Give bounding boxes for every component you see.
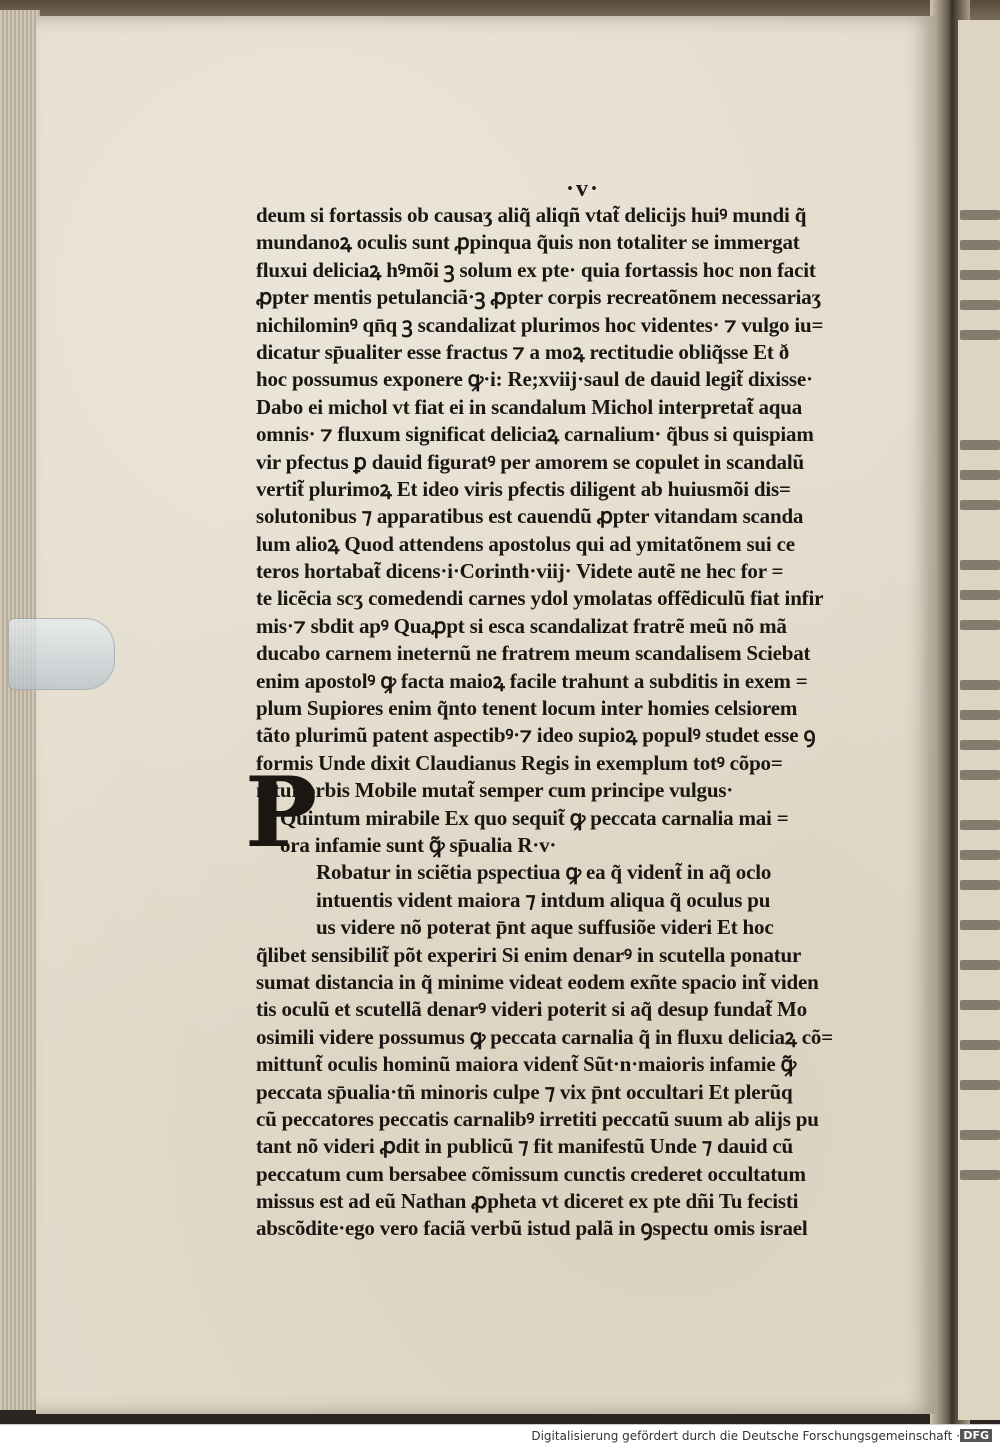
text-line: enim apostolꝰ ꝙ facta maioꝝ facile trahunt a subditis in exem = xyxy=(256,668,808,693)
text-line: te licẽcia scʒ comedendi carnes ydol ymolatas offẽdiculũ fiat infir xyxy=(256,586,824,611)
text-line: Robatur in sciẽtia pspectiua ꝙ ea q̃ vident̃ in aq̃ oclo xyxy=(316,860,772,885)
text-line: ducabo carnem ineternũ ne fratrem meum scandalisem Sciebat xyxy=(256,641,811,666)
folio-number: ·v· xyxy=(566,176,601,202)
text-line: nitur orbis Mobile mutat̃ semper cum principe vulgus· xyxy=(256,778,734,803)
text-line: ꝓpter mentis petulanciã·ꝫ ꝓpter corpis recreatõnem necessariaʒ xyxy=(256,285,821,310)
text-line: mundanoꝝ oculis sunt ꝓpinqua q̃uis non totaliter se immergat xyxy=(256,230,800,255)
page-stack-edge xyxy=(0,10,40,1410)
text-line: q̃libet sensibilit̃ põt experiri Si enim denarꝰ in scutella ponatur xyxy=(256,942,802,967)
text-line: tis oculũ et scutellã denarꝰ videri poterit si aq̃ desup fundat̃ Mo xyxy=(256,997,807,1022)
text-line: us videre nõ poterat p̄nt aque suffusiõe videri Et hoc xyxy=(316,915,774,940)
text-line: peccatum cum bersabee cõmissum cunctis crederet occultatum xyxy=(256,1161,806,1186)
text-line: cũ peccatores peccatis carnalibꝰ irretiti peccatũ suum ab alijs pu xyxy=(256,1106,819,1131)
text-line: missus est ad eũ Nathan ꝓpheta vt diceret ex pte dñi Tu fecisti xyxy=(256,1189,799,1214)
funding-credit: Digitalisierung gefördert durch die Deutsche Forschungsgemeinschaft · xyxy=(531,1429,960,1443)
text-line: Dabo ei michol vt fiat ei in scandalum Michol interpretat̃ aqua xyxy=(256,394,803,419)
text-line: tant nõ videri ꝓdit in publicũ ⁊ fit manifestũ Unde ⁊ dauid cũ xyxy=(256,1134,794,1159)
text-line: sumat distancia in q̃ minime videat eodem exñte spacio int̃ viden xyxy=(256,969,819,994)
text-line: lum alioꝝ Quod attendens apostolus qui ad ymitatõnem sui ce xyxy=(256,531,795,556)
text-line: intuentis vident maiora ⁊ intdum aliqua q̃ oculus pu xyxy=(316,887,771,912)
text-line: mis·⁊ sbdit apꝰ Quaꝓpt si esca scandalizat fratrẽ meũ nõ mã xyxy=(256,613,787,638)
text-line: vir pfectus ꝑ dauid figuratꝰ per amorem se copulet in scandalũ xyxy=(256,449,804,474)
text-line: deum si fortassis ob causaʒ aliq̃ aliqñ vtat̃ delicijs huiꝰ mundi q̃ xyxy=(256,203,807,227)
text-line: dicatur sp̄ualiter esse fractus ⁊ a moꝝ rectitudie obliq̃sse Et ð xyxy=(256,339,790,364)
text-line: nichilominꝰ qn̄q ꝫ scandalizat plurimos hoc videntes· ⁊ vulgo iu= xyxy=(256,312,824,337)
text-block xyxy=(256,202,896,1243)
text-line: osimili videre possumus ꝙ peccata carnalia q̃ in fluxu deliciaꝝ cõ= xyxy=(256,1024,833,1049)
text-line: omnis· ⁊ fluxum significat deliciaꝝ carnalium· q̃bus si quispiam xyxy=(256,422,814,447)
text-line: mittunt̃ oculis hominũ maiora vident̃ Sũt·n·maioris infamie ꝙ̃ xyxy=(256,1052,797,1077)
page-clip xyxy=(8,618,115,690)
text-line: ora infamie sunt ꝙ̃ sp̄ualia R·v· xyxy=(280,832,557,857)
text-line: Quintum mirabile Ex quo sequit̃ ꝙ peccata carnalia mai = xyxy=(280,805,789,830)
text-line: abscõdite·ego vero faciã verbũ istud palã in ꝯspectu omis israel xyxy=(256,1216,808,1241)
footer-bar xyxy=(0,1424,1000,1449)
drop-initial: P xyxy=(245,756,318,869)
text-line: fluxui deliciaꝝ hꝰmõi ꝫ solum ex pte· quia fortassis hoc non facit xyxy=(256,257,816,282)
text-line: tãto plurimũ patent aspectibꝰ·⁊ ideo supioꝝ populꝰ studet esse ꝯ xyxy=(256,723,816,748)
text-line: vertit̃ plurimoꝝ Et ideo viris pfectis diligent ab huiusmõi dis= xyxy=(256,476,791,501)
text-line: peccata sp̄ualia·tñ minoris culpe ⁊ vix p̄nt occultari Et plerũq xyxy=(256,1079,793,1104)
printed-page xyxy=(36,16,936,1414)
dfg-logo: DFG xyxy=(960,1429,992,1442)
text-line: hoc possumus exponere ꝙ·i: Re;xviij·saul de dauid legit̃ dixisse· xyxy=(256,367,813,392)
text-line: teros hortabat̃ dicens·i·Corinth·viij· Videte autẽ ne hec for = xyxy=(256,559,784,584)
text-line: formis Unde dixit Claudianus Regis in exemplum totꝰ cõpo= xyxy=(256,750,783,775)
text-line: solutonibus ⁊ apparatibus est cauendũ ꝓpter vitandam scanda xyxy=(256,504,804,529)
text-line: plum Supiores enim q̃nto tenent locum inter homies celsiorem xyxy=(256,696,798,721)
facing-page-edge xyxy=(958,20,1000,1420)
